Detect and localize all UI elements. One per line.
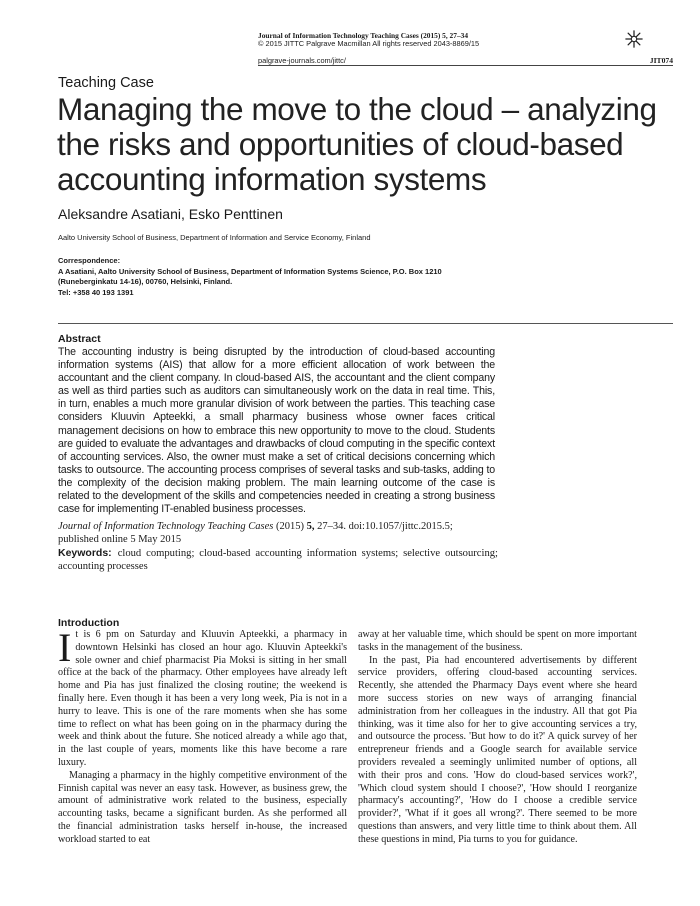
- article-title: Managing the move to the cloud – analyzing the risks and opportunities of cloud-based accounting information systems: [57, 91, 657, 197]
- paragraph-text: t is 6 pm on Saturday and Kluuvin Apteekki, a pharmacy in downtown Helsinki has closed an hour ago. Kluuvin Apteekki's sole owner and chief pharmacist Pia Moksi is sitting in her small office at the back of the pharmacy. Other employees have already left home and Pia has just finalized the closing routine; the weekend is finally here. Even though it has been a very long week, Pia is not in a hurry to leave. This is one of the rare moments when she has some time to reflect on what has been going on in the pharmacy during the week and think about the future. She noticed already a while ago that, in the last couple of years, moments like this have become a rare luxury.: [58, 629, 347, 768]
- abstract-body: The accounting industry is being disrupted by the introduction of cloud-based accounting information systems (AIS) that allow for a more efficient allocation of work between the accountant and the client company. In cloud-based AIS, the accountant and the client company as well as third parties such as auditors can simultaneously work on the data in real time. This, in turn, enables a much more granular division of work between the parties. This teaching case considers Kluuvin Apteekki, a small pharmacy business whose owner faces critical management decisions on how to embrace this new opportunity to move to the cloud. Students are guided to evaluate the advantages and drawbacks of cloud computing in the specific context of accounting services. Also, the owner must make a set of critical decisions concerning which tasks to outsource. The accounting process comprises of several tasks and sub-tasks, adding to the complexity of the decision making problem. The main learning outcome of the case is related to the development of the skills and competencies needed in creating a strong business case for implementing IT-enabled business processes.: [58, 346, 495, 516]
- journal-citation-line: Journal of Information Technology Teaching Cases (2015) 5, 27–34: [258, 31, 469, 40]
- body-paragraph: In the past, Pia had encountered advertisements by different service providers, offering cloud-based accounting services. Recently, she attended the Pharmacy Days event where she heard more success stories on new ways of arranging financial administration from her colleagues in the industry. All that got Pia thinking, was it time also for her to give accounting services a try, and outsource the process. 'But how to do it?' A quick survey of her entrepreneur friends and a Google search for available service providers revealed a seemingly unlimited number of options, all with their pros and cons. 'How do cloud-based services work?', 'Which cloud system should I choose?', 'How should I reorganize pharmacy's accounting?', 'How do I choose a credible service provider?', 'What if it goes all wrong?'. There seemed to be more questions than answers, and very little time to think about them. All these questions in mind, Pia turns to you for guidance.: [358, 654, 637, 845]
- correspondence-label: Correspondence:: [58, 256, 121, 265]
- article-type-label: Teaching Case: [58, 75, 154, 91]
- article-code: JIT074: [649, 56, 673, 65]
- keywords-list: cloud computing; cloud-based accounting information systems; selective outsourcing; accounting processes: [58, 548, 498, 572]
- abstract-divider: [58, 323, 673, 324]
- citation-pages-doi: 27–34. doi:10.1057/jittc.2015.5;: [314, 521, 453, 532]
- correspondence-block: [58, 256, 442, 298]
- journal-url[interactable]: palgrave-journals.com/jittc/: [258, 56, 346, 65]
- abstract-heading: Abstract: [58, 333, 101, 345]
- correspondence-address-line: (Runeberginkatu 14-16), 00760, Helsinki, Finland.: [58, 277, 233, 286]
- citation-volume: 5,: [306, 521, 315, 532]
- body-paragraph: away at her valuable time, which should be spent on more important tasks in the management of the business.: [358, 629, 637, 653]
- drop-cap-letter: I: [58, 625, 72, 670]
- citation-year: (2015): [273, 521, 307, 532]
- correspondence-phone: Tel: +358 40 193 1391: [58, 287, 134, 297]
- body-paragraph: Managing a pharmacy in the highly competitive environment of the Finnish capital was never an easy task. However, as business grew, the amount of administrative work related to the business, especially accounting tasks, became a significant burden. As she performed all the financial administration tasks herself in-house, the increased workload started to eat: [58, 769, 347, 845]
- citation-published-date: published online 5 May 2015: [58, 534, 182, 545]
- body-column-left: [58, 625, 347, 847]
- keywords-label: Keywords:: [58, 547, 112, 559]
- body-column-right: [358, 629, 637, 847]
- author-list: Aleksandre Asatiani, Esko Penttinen: [58, 206, 283, 222]
- header-divider: [258, 65, 673, 66]
- publisher-logo-icon: [625, 30, 643, 48]
- correspondence-address-line: A Asatiani, Aalto University School of Business, Department of Information Systems Science, P.O. Box 1210: [58, 266, 442, 276]
- keywords-line: [58, 547, 498, 573]
- author-affiliation: Aalto University School of Business, Department of Information and Service Economy, Finland: [58, 233, 371, 242]
- body-paragraph: [58, 625, 347, 770]
- article-citation: [58, 520, 503, 546]
- section-heading-introduction: Introduction: [58, 617, 120, 629]
- citation-journal-name: Journal of Information Technology Teaching Cases: [58, 521, 274, 532]
- copyright-line: © 2015 JITTC Palgrave Macmillan All rights reserved 2043-8869/15: [258, 39, 480, 48]
